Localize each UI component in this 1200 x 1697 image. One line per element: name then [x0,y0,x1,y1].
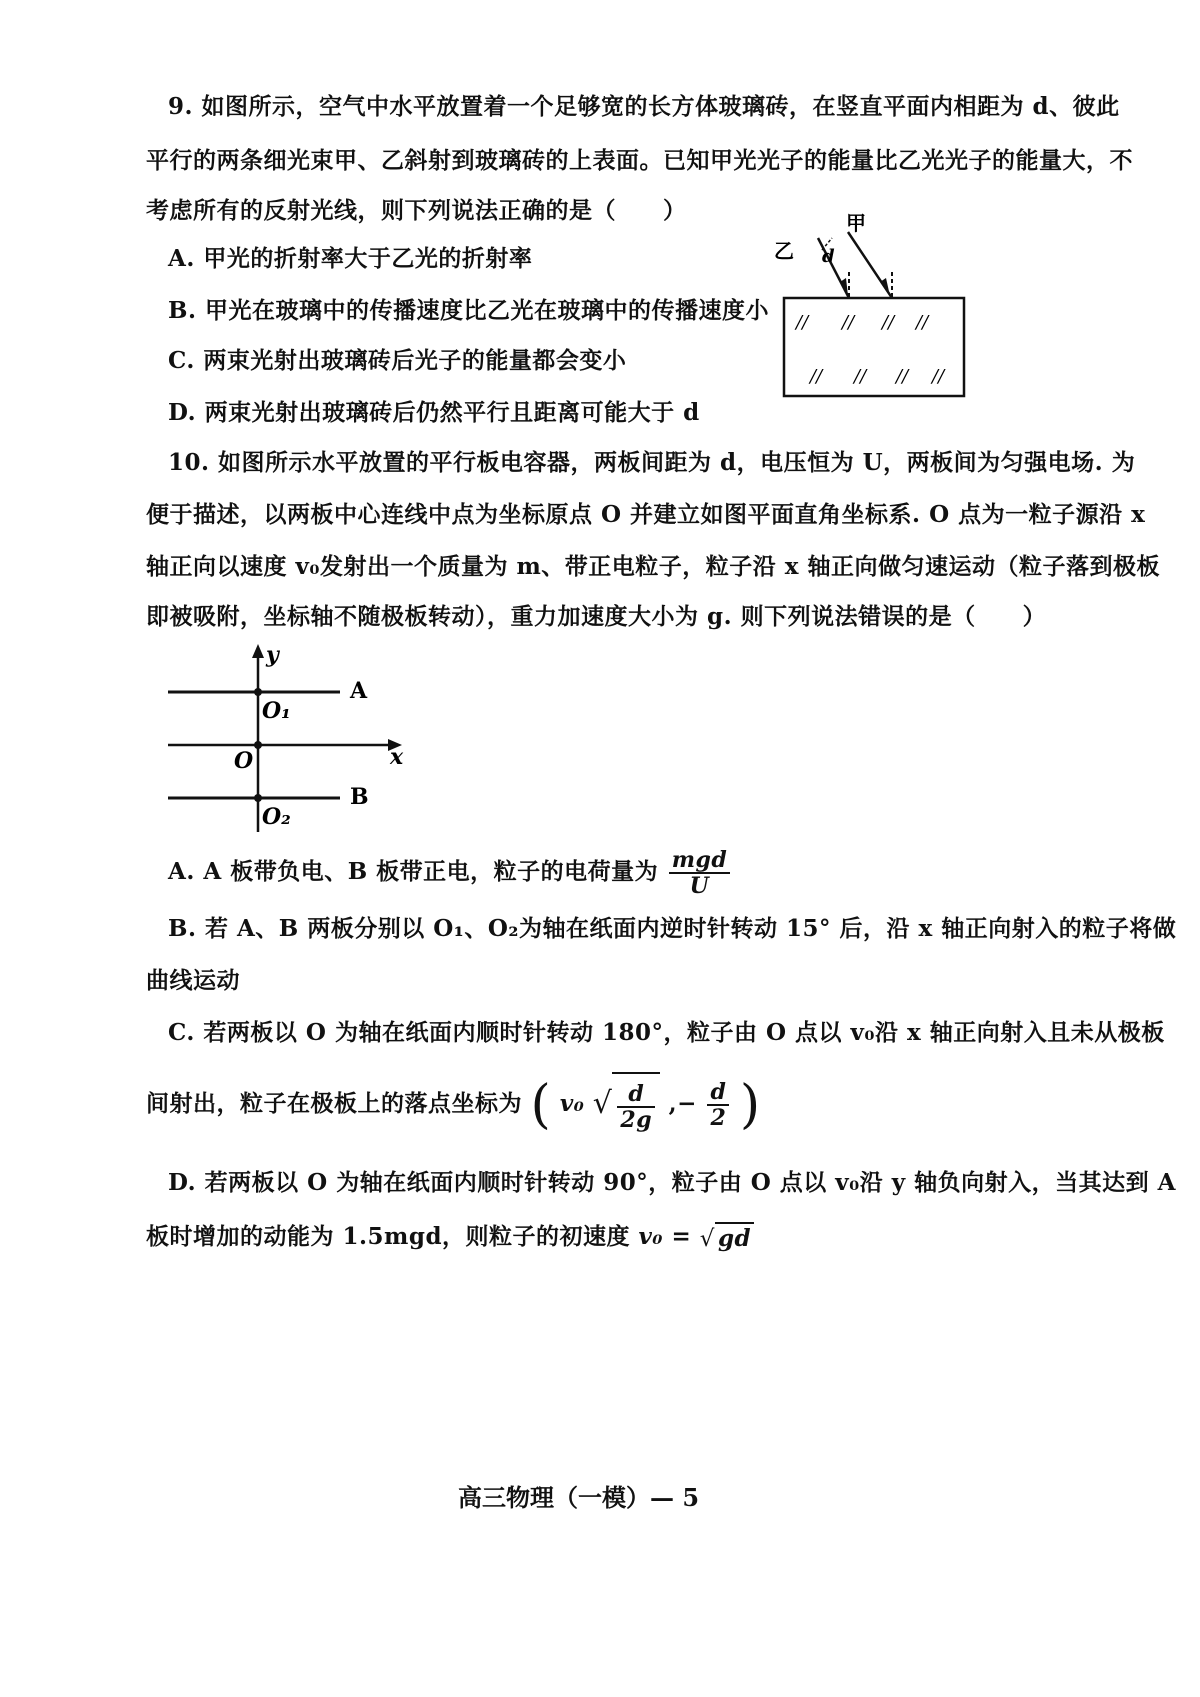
glass-mark: // [854,366,867,387]
q10-stem-line4: 即被吸附，坐标轴不随极板转动），重力加速度大小为 g. 则下列说法错误的是（ ） [146,603,1047,630]
glass-mark: // [882,312,895,333]
q9-option-d: D. 两束光射出玻璃砖后仍然平行且距离可能大于 d [168,399,700,426]
radicand: gd [715,1222,754,1254]
label-o2: O₂ [262,804,291,830]
fraction-numerator: d [617,1082,655,1108]
q10-stem-line1: 10. 如图所示水平放置的平行板电容器，两板间距为 d，电压恒为 U，两板间为匀强电场. 为 [168,449,1136,476]
q10-option-c-text: 间射出，粒子在极板上的落点坐标为 [146,1090,522,1117]
q10-option-d-line1: D. 若两板以 O 为轴在纸面内顺时针转动 90°，粒子由 O 点以 v₀沿 y 轴负向射入，当其达到 A [168,1169,1176,1196]
fraction-numerator: d [707,1080,729,1106]
glass-mark: // [932,366,945,387]
page-footer: 高三物理（一模）— 5 [458,1483,700,1512]
q10-option-a [168,846,732,898]
sqrt-sign: √ [592,1086,613,1121]
glass-mark: // [842,312,855,333]
q9-option-b: B. 甲光在玻璃中的传播速度比乙光在玻璃中的传播速度小 [168,297,769,324]
glass-mark: // [810,366,823,387]
glass-mark: // [896,366,909,387]
label-y: y [266,642,279,668]
v0-symbol: v₀ [559,1090,585,1117]
q9-option-c: C. 两束光射出玻璃砖后光子的能量都会变小 [168,347,627,374]
point-o [254,741,262,749]
sqrt-gd [700,1222,754,1254]
q10-stem-line3: 轴正向以速度 v₀发射出一个质量为 m、带正电粒子，粒子沿 x 轴正向做匀速运动（粒子落到极板 [146,553,1161,580]
point-o2 [254,794,262,802]
label-plate-b: B [350,784,369,810]
q10-option-d-line2 [146,1222,754,1254]
right-paren: ) [739,1075,761,1135]
q10-option-d-text: 板时增加的动能为 1.5mgd，则粒子的初速度 [146,1223,631,1250]
sqrt-expression [593,1072,660,1138]
label-o: O [234,748,254,774]
label-d: d [822,246,835,267]
q10-option-a-text: A. A 板带负电、B 板带正电，粒子的电荷量为 [168,858,659,885]
q9-stem-line1: 9. 如图所示，空气中水平放置着一个足够宽的长方体玻璃砖，在竖直平面内相距为 d、彼此 [168,93,1120,120]
label-plate-a: A [350,678,368,704]
q10-option-c-line1: C. 若两板以 O 为轴在纸面内顺时针转动 180°，粒子由 O 点以 v₀沿 x 轴正向射入且未从极板 [168,1019,1165,1046]
q9-glass-figure [760,210,980,405]
y-axis-arrow [252,644,264,658]
v0-equals: v₀ = [638,1223,692,1250]
q10-option-c-line2 [146,1072,761,1138]
comma-minus: ,− [668,1090,697,1117]
q10-option-b-line2: 曲线运动 [146,967,240,994]
charge-fraction [669,848,731,898]
fraction-numerator: mgd [669,848,731,874]
q9-stem-line2: 平行的两条细光束甲、乙斜射到玻璃砖的上表面。已知甲光光子的能量比乙光光子的能量大，不 [146,147,1133,174]
fraction-denominator: 2g [620,1107,653,1133]
sqrt-sign: √ [699,1226,715,1252]
q9-stem-line3: 考虑所有的反射光线，则下列说法正确的是（ ） [146,197,687,224]
glass-mark: // [796,312,809,333]
q9-option-a: A. 甲光的折射率大于乙光的折射率 [168,245,533,272]
label-jia: 甲 [846,211,866,235]
label-o1: O₁ [262,698,291,724]
y-fraction [707,1080,729,1130]
q10-stem-line2: 便于描述，以两板中心连线中点为坐标原点 O 并建立如图平面直角坐标系. O 点为一粒子源沿 x [146,501,1146,528]
label-x: x [390,744,404,770]
glass-mark: // [916,312,929,333]
fraction-denominator: U [689,873,710,899]
q10-option-b-line1: B. 若 A、B 两板分别以 O₁、O₂为轴在纸面内逆时针转动 15° 后，沿 x 轴正向射入的粒子将做 [168,915,1177,942]
fraction-denominator: 2 [710,1105,727,1131]
sqrt-fraction [617,1082,655,1132]
label-yi: 乙 [774,239,794,263]
point-o1 [254,688,262,696]
q10-capacitor-figure [160,640,440,840]
left-paren: ( [530,1075,552,1135]
